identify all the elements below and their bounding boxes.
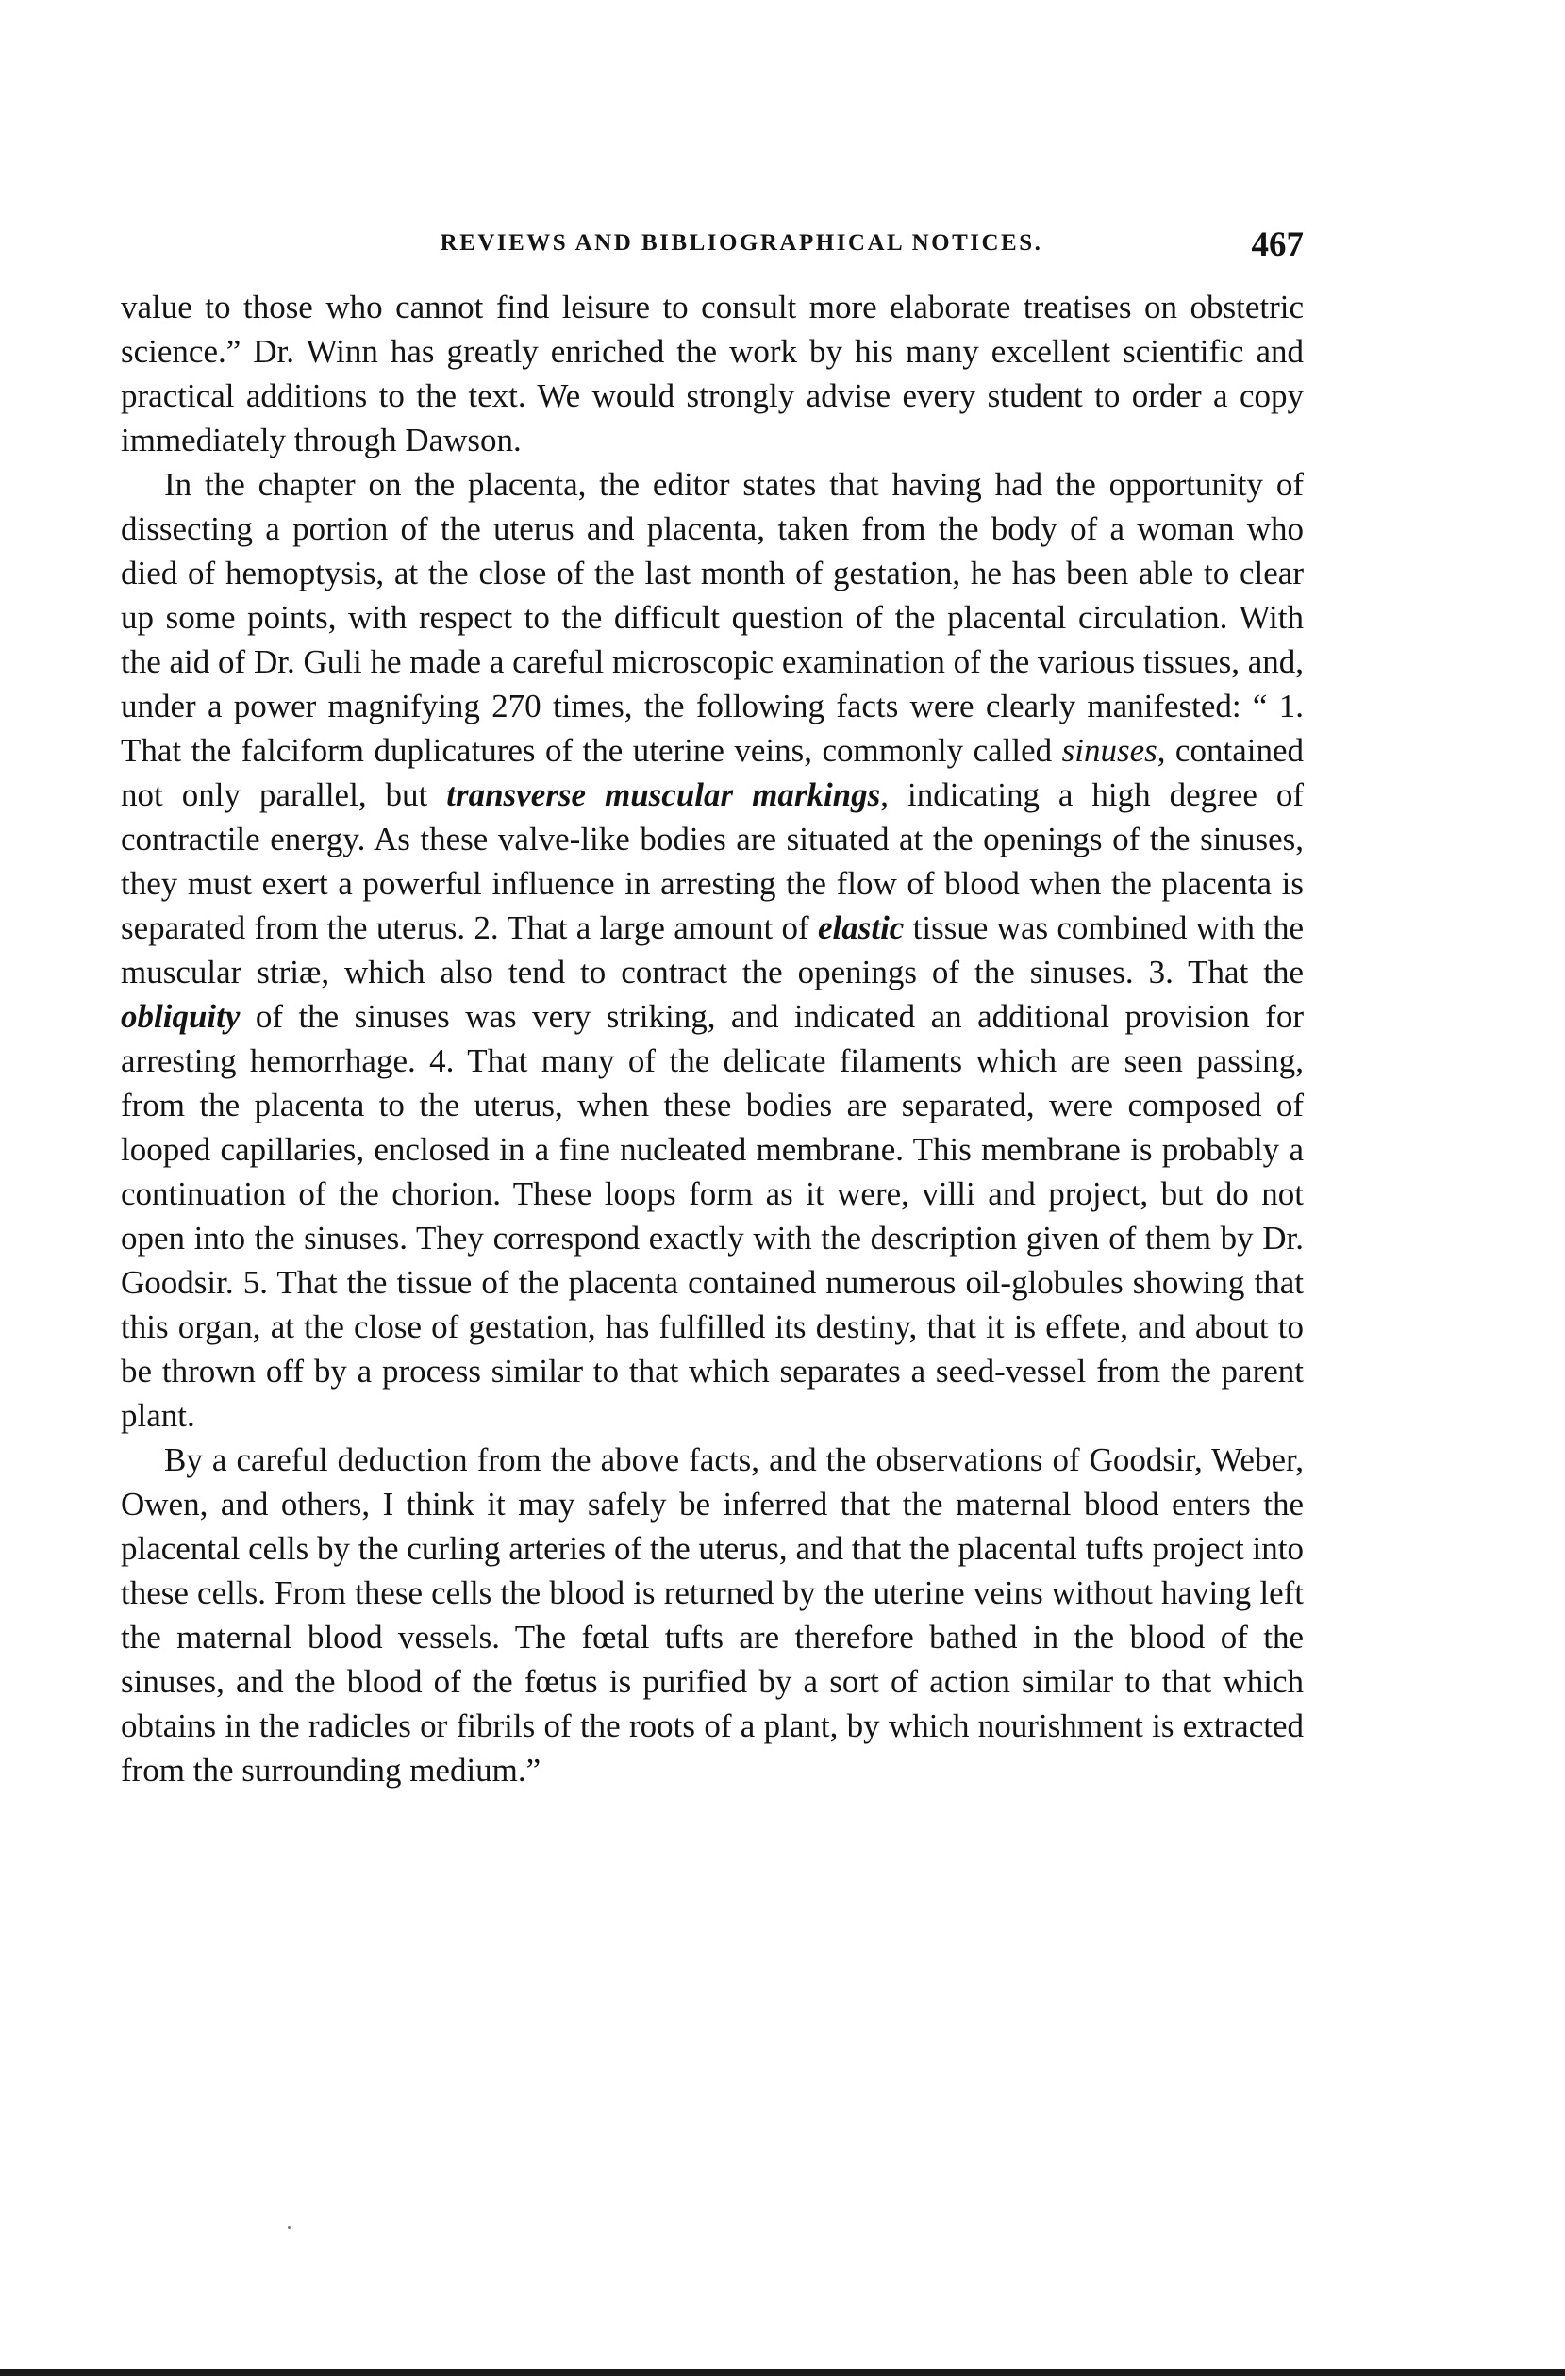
scan-edge-rule: [0, 2369, 1565, 2376]
italic-transverse-markings: transverse muscular markings: [446, 776, 881, 813]
paragraph-2-text-2: , contained not only parallel, but: [121, 732, 1304, 813]
paragraph-3: By a careful deduction from the above facts, and the observations of Goodsir, Weber, Owen, and others, I think it may safely be inferred that the maternal blood enters the placental cells by the curling arteries of the uterus, and that the placental tufts project into these cells. From these cells the blood is returned by the uterine veins without having left the maternal blood vessels. The fœtal tufts are therefore bathed in the blood of the sinuses, and the blood of the fœtus is purified by a sort of action similar to that which obtains in the radicles or fibrils of the roots of a plant, by which nourishment is extracted from the surrounding medium.”: [121, 1441, 1304, 1789]
running-title: REVIEWS AND BIBLIOGRAPHICAL NOTICES.: [440, 230, 1043, 256]
paragraph-2-text-5: of the sinuses was very striking, and indicated an additional provision for arresting hemorrhage. 4. That many of the delicate filaments which are seen passing, from the placenta to the uterus, when these bodies are separated, were composed of looped capillaries, enclosed in a fine nucleated membrane. This membrane is probably a continuation of the chorion. These loops form as it were, villi and project, but do not open into the sinuses. They correspond exactly with the description given of them by Dr. Goodsir. 5. That the tissue of the placenta contained numerous oil-globules showing that this organ, at the close of gestation, has fulfilled its destiny, that it is effete, and about to be thrown off by a process similar to that which separates a seed-vessel from the parent plant.: [121, 998, 1304, 1434]
running-head: [123, 225, 1304, 270]
italic-elastic: elastic: [817, 909, 905, 946]
paragraph-2: [121, 462, 1304, 1438]
print-speck: [288, 2226, 291, 2229]
body-text: [121, 285, 1304, 1792]
paragraph-1: value to those who cannot find leisure to consult more elaborate treatises on obstetric science.” Dr. Winn has greatly enriched the work by his many excellent scientific and practical additions to the text. We would strongly advise every student to order a copy immediately through Dawson.: [121, 289, 1304, 458]
italic-sinuses: sinuses: [1061, 732, 1157, 769]
paragraph-2-text-3: , indicating a high degree of contractile energy. As these valve-like bodies are situated at the openings of the sinuses, they must exert a powerful influence in arresting the flow of blood when the placenta is separated from the uterus. 2. That a large amount of: [121, 776, 1304, 946]
italic-obliquity: obliquity: [121, 998, 241, 1035]
page-number: 467: [1251, 225, 1304, 264]
paragraph-2-text-1: In the chapter on the placenta, the editor states that having had the opportunity of dissecting a portion of the uterus and placenta, taken from the body of a woman who died of hemoptysis, at the close of the last month of gestation, he has been able to clear up some points, with respect to the difficult question of the placental circulation. With the aid of Dr. Guli he made a careful microscopic examination of the various tissues, and, under a power magnifying 270 times, the following facts were clearly manifested: “ 1. That the falciform duplicatures of the uterine veins, commonly called: [121, 466, 1304, 769]
paragraph-2-text-4: tissue was combined with the muscular striæ, which also tend to contract the openings of the sinuses. 3. That the: [121, 909, 1304, 990]
